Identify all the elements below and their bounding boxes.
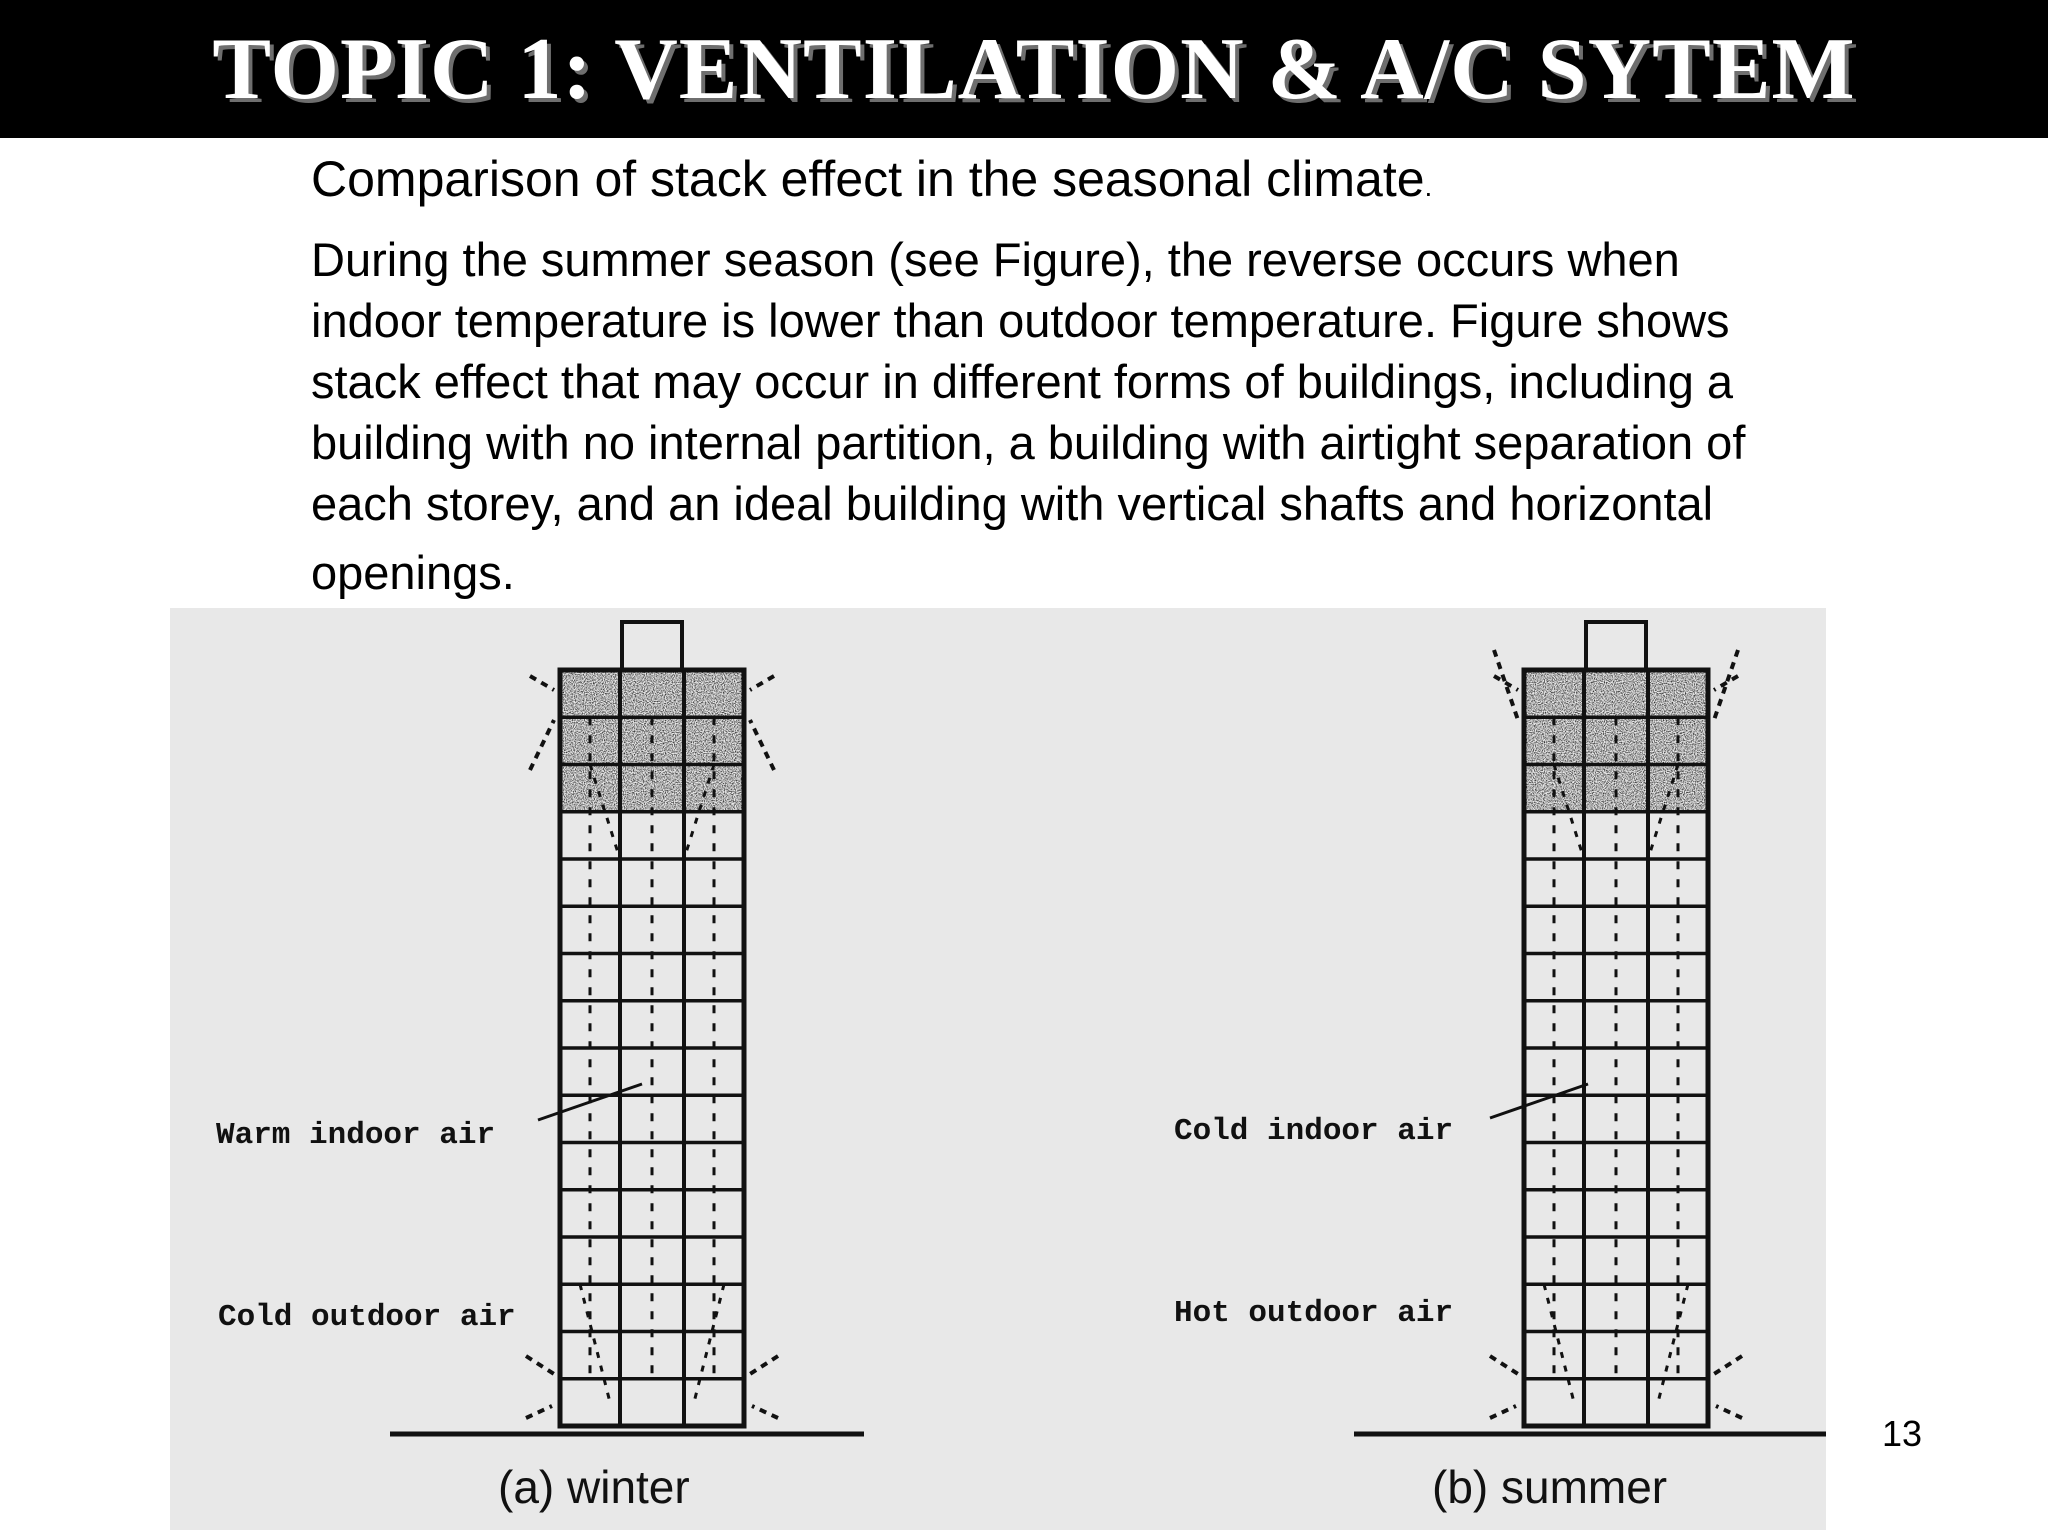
paragraph-line: indoor temperature is lower than outdoor temperature. Figure shows [311, 294, 1730, 347]
winter-air-arrow [750, 720, 774, 770]
winter-air-arrow [530, 676, 554, 690]
winter-air-arrow [750, 676, 774, 690]
paragraph-line: building with no internal partition, a building with airtight separation of [311, 416, 1746, 469]
summer-indoor-label: Cold indoor air [1174, 1114, 1454, 1149]
stack-effect-figure [170, 608, 1826, 1530]
winter-airflow-line [580, 1284, 610, 1402]
summer-outdoor-label: Hot outdoor air [1174, 1296, 1454, 1331]
paragraph-line: openings. [311, 546, 515, 599]
summer-air-arrow [1490, 1406, 1516, 1418]
winter-air-arrow [526, 1406, 552, 1418]
winter-roof-block [622, 622, 682, 670]
summer-roof-block [1586, 622, 1646, 670]
slide-subtitle [311, 150, 1432, 208]
paragraph-line: each storey, and an ideal building with vertical shafts and horizontal [311, 477, 1714, 530]
subtitle-text: Comparison of stack effect in the seasonal climate [311, 151, 1425, 207]
summer-caption: (b) summer [1432, 1461, 1668, 1513]
title-bar [0, 0, 2048, 138]
paragraph-line: During the summer season (see Figure), the reverse occurs when [311, 233, 1680, 286]
stack-effect-diagram [170, 608, 1826, 1530]
winter-airflow-line [694, 1284, 724, 1402]
paragraph-line: stack effect that may occur in different forms of buildings, including a [311, 355, 1734, 408]
summer-indoor-leader [1490, 1084, 1588, 1118]
summer-airflow-line [1544, 1284, 1574, 1402]
winter-air-arrow [530, 720, 554, 770]
summer-airflow-line [1658, 1284, 1688, 1402]
slide-title: TOPIC 1: VENTILATION & A/C SYTEM [212, 20, 1856, 118]
summer-air-arrow [1716, 1406, 1742, 1418]
winter-caption: (a) winter [498, 1461, 690, 1513]
summer-air-arrow [1490, 1356, 1518, 1374]
winter-air-arrow [526, 1356, 554, 1374]
page-number: 13 [1882, 1413, 1923, 1454]
summer-air-arrow [1714, 1356, 1742, 1374]
winter-air-arrow [750, 1356, 778, 1374]
body-paragraph [311, 229, 1951, 603]
winter-air-arrow [752, 1406, 778, 1418]
subtitle-period: . [1424, 171, 1433, 202]
winter-outdoor-label: Cold outdoor air [218, 1300, 516, 1335]
winter-indoor-label: Warm indoor air [216, 1118, 496, 1153]
